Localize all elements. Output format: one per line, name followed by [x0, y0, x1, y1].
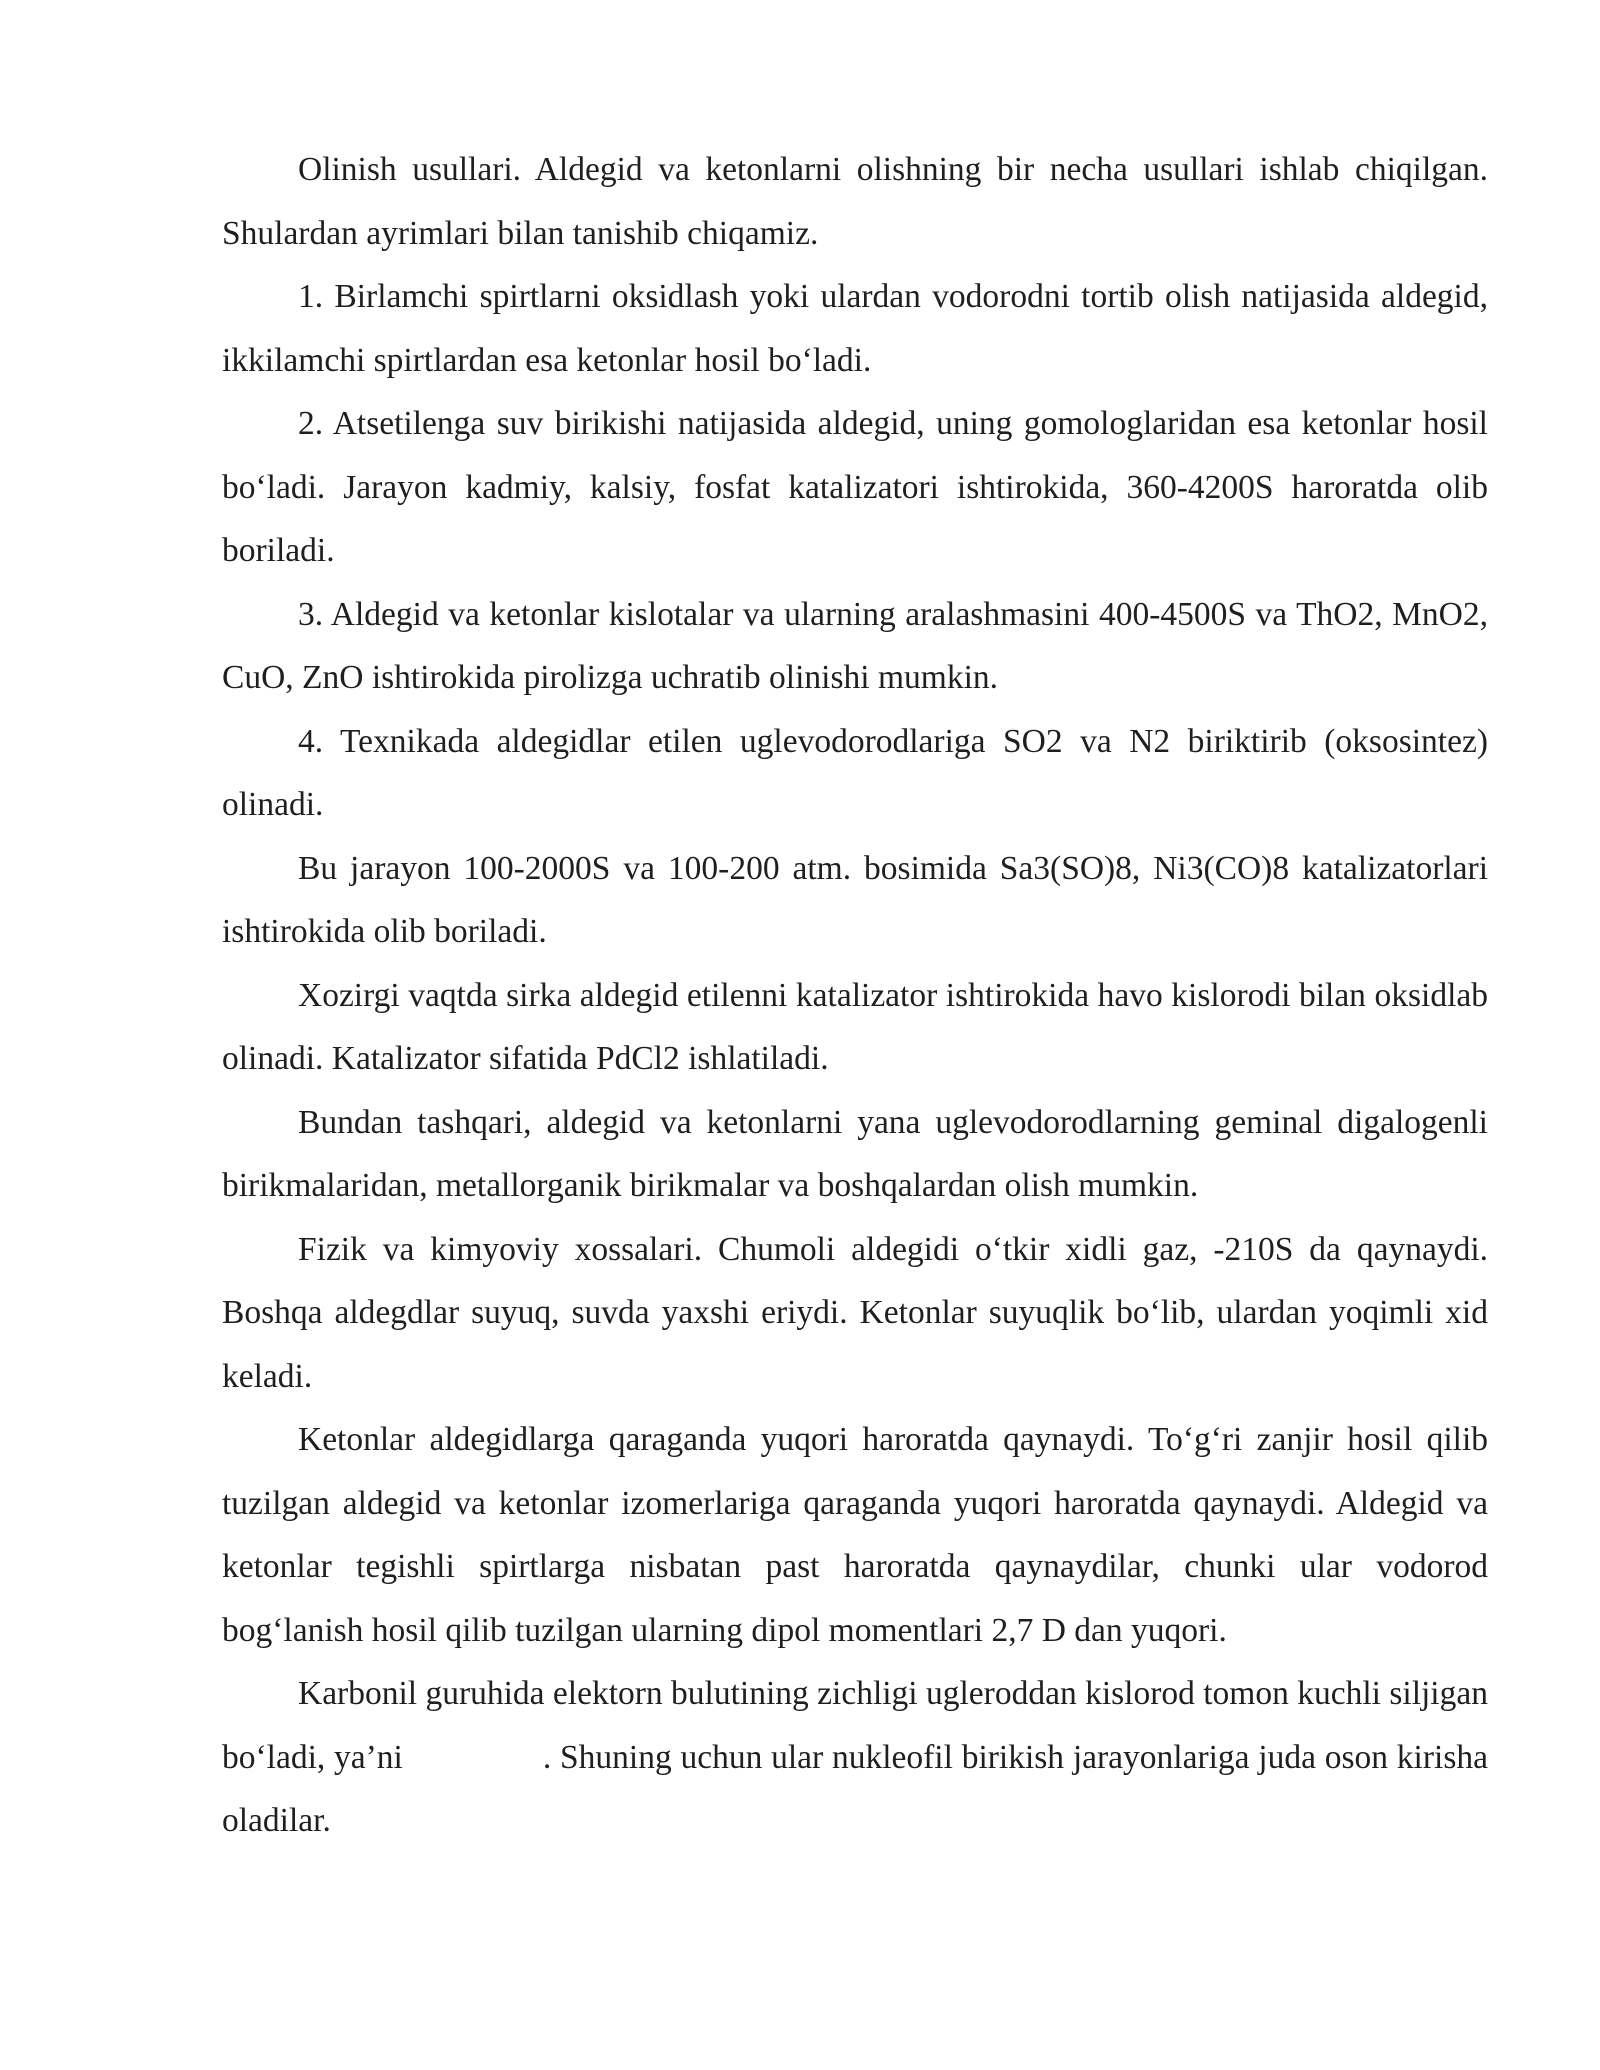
paragraph-carbonyl-group [222, 1662, 1488, 1853]
paragraph-method-2: 2. Atsetilenga suv birikishi natijasida aldegid, uning gomologlaridan esa ketonlar hosil bo‘ladi. Jarayon kadmiy, kalsiy, fosfat katalizatori ishtirokida, 360-4200S haroratda olib boriladi. [222, 405, 1488, 569]
paragraph-process-conditions: Bu jarayon 100-2000S va 100-200 atm. bosimida Sa3(SO)8, Ni3(CO)8 katalizatorlari ishtirokida olib boriladi. [222, 849, 1488, 950]
paragraph-physical-properties: Fizik va kimyoviy xossalari. Chumoli aldegidi o‘tkir xidli gaz, -210S da qaynaydi. Boshqa aldegdlar suyuq, suvda yaxshi eriydi. Ketonlar suyuqlik bo‘lib, ulardan yoqimli xid keladi. [222, 1230, 1488, 1395]
paragraph-acetaldehyde: Xozirgi vaqtda sirka aldegid etilenni katalizator ishtirokida havo kislorodi bilan oksidlab olinadi. Katalizator sifatida PdCl2 ishlatiladi. [222, 976, 1488, 1077]
paragraph-other-methods: Bundan tashqari, aldegid va ketonlarni yana uglevodorodlarning geminal digalogenli birikmalaridan, metallorganik birikmalar va boshqalardan olish mumkin. [222, 1103, 1488, 1204]
paragraph-boiling-points: Ketonlar aldegidlarga qaraganda yuqori haroratda qaynaydi. To‘g‘ri zanjir hosil qilib tuzilgan aldegid va ketonlar izomerlariga qaraganda yuqori haroratda qaynaydi. Aldegid va ketonlar tegishli spirtlarga nisbatan past haroratda qaynaydilar, chunki ular vodorod bog‘lanish hosil qilib tuzilgan ularning dipol momentlari 2,7 D dan yuqori. [222, 1421, 1488, 1649]
document-body [222, 138, 1488, 1853]
paragraph-method-4: 4. Texnikada aldegidlar etilen uglevodorodlariga SO2 va N2 biriktirib (oksosintez) olinadi. [222, 722, 1488, 823]
carbonyl-text-after: . Shuning uchun ular nukleofil birikish jarayonlariga juda oson kirisha oladilar. [222, 1738, 1488, 1839]
paragraph-method-1: 1. Birlamchi spirtlarni oksidlash yoki ulardan vodorodni tortib olish natijasida aldegid, ikkilamchi spirtlardan esa ketonlar hosil bo‘ladi. [222, 278, 1488, 379]
paragraph-method-3: 3. Aldegid va ketonlar kislotalar va ularning aralashmasini 400-4500S va ThO2, MnO2, CuO, ZnO ishtirokida pirolizga uchratib olinishi mumkin. [222, 595, 1488, 696]
paragraph-olinish-usullari: Olinish usullari. Aldegid va ketonlarni olishning bir necha usullari ishlab chiqilgan. Shulardan ayrimlari bilan tanishib chiqamiz. [222, 151, 1488, 252]
carbonyl-text-before: Karbonil guruhida elektorn bulutining zichligi ugleroddan kislorod tomon kuchli siljigan bo‘ladi, ya’ni [222, 1675, 1488, 1776]
